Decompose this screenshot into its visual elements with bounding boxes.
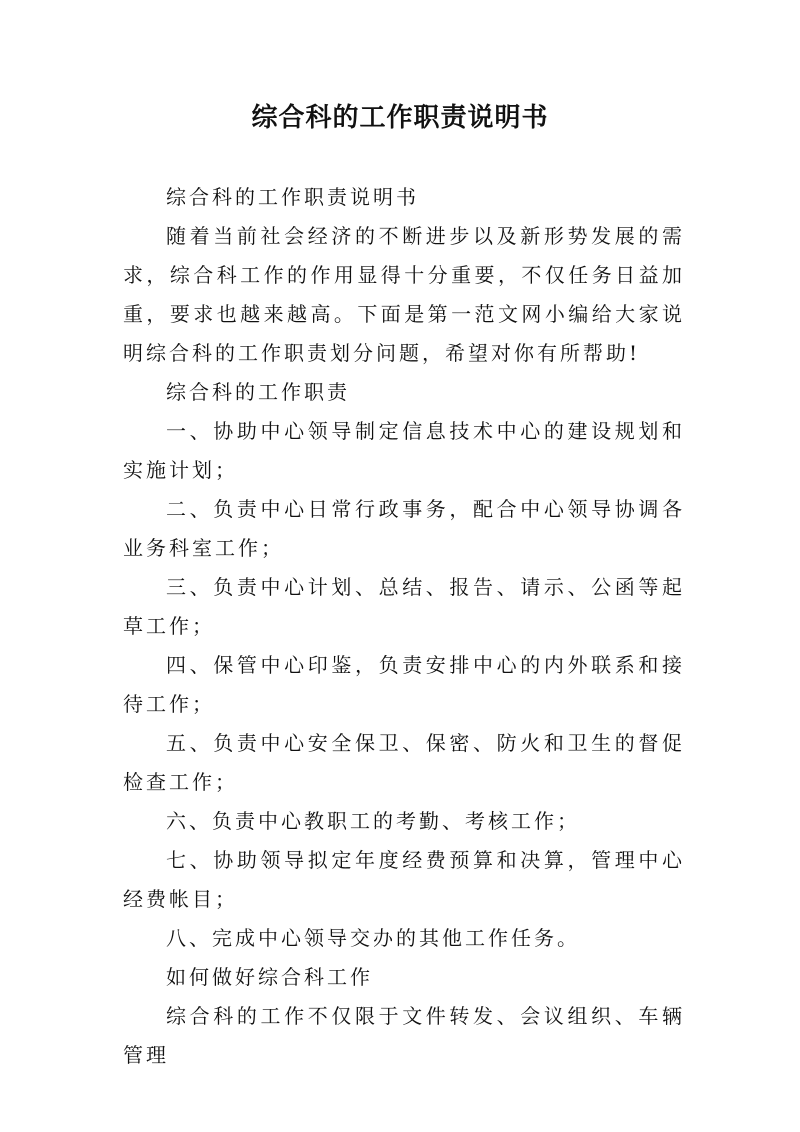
paragraph-how-to: 综合科的工作不仅限于文件转发、会议组织、车辆管理 — [123, 1004, 685, 1067]
duty-item-4: 四、保管中心印鉴，负责安排中心的内外联系和接待工作； — [123, 653, 685, 716]
section-heading-duties: 综合科的工作职责 — [166, 380, 350, 404]
paragraph-subtitle: 综合科的工作职责说明书 — [166, 185, 419, 209]
duty-item-8: 八、完成中心领导交办的其他工作任务。 — [166, 926, 580, 950]
section-heading-how-to: 如何做好综合科工作 — [166, 965, 373, 989]
paragraph-intro: 随着当前社会经济的不断进步以及新形势发展的需求，综合科工作的作用显得十分重要，不仅任务日益加重，要求也越来越高。下面是第一范文网小编给大家说明综合科的工作职责划分问题，希望对你有所帮助! — [123, 224, 685, 365]
duty-item-1: 一、协助中心领导制定信息技术中心的建设规划和实施计划； — [123, 419, 685, 482]
duty-item-2: 二、负责中心日常行政事务，配合中心领导协调各业务科室工作； — [123, 497, 685, 560]
duty-item-6: 六、负责中心教职工的考勤、考核工作； — [166, 809, 580, 833]
document-body — [123, 178, 685, 1075]
duty-item-7: 七、协助领导拟定年度经费预算和决算，管理中心经费帐目； — [123, 848, 685, 911]
duty-item-5: 五、负责中心安全保卫、保密、防火和卫生的督促检查工作； — [123, 731, 685, 794]
document-title: 综合科的工作职责说明书 — [251, 103, 549, 133]
duty-item-3: 三、负责中心计划、总结、报告、请示、公函等起草工作； — [123, 575, 685, 638]
